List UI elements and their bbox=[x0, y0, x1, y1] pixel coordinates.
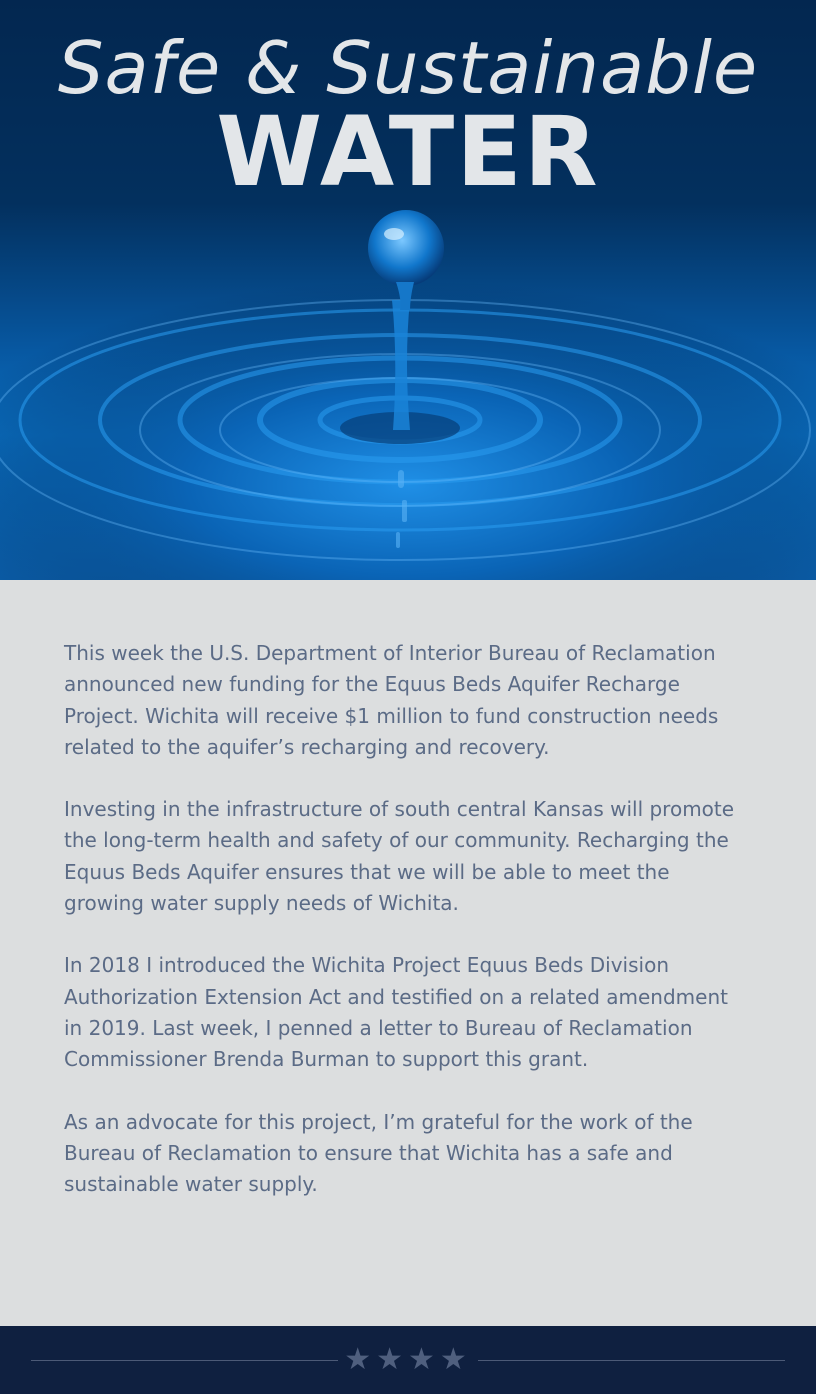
footer-divider-left bbox=[31, 1360, 338, 1361]
paragraph: In 2018 I introduced the Wichita Project Equus Beds Division Authorization Extension Act and testified on a related amendment in 2019. Last week, I penned a letter to Bureau of Reclamation Commissioner Brenda Burman to support this grant. bbox=[64, 953, 728, 1072]
footer-divider-right bbox=[478, 1360, 785, 1361]
hero-banner bbox=[0, 0, 816, 580]
paragraph: As an advocate for this project, I’m grateful for the work of the Bureau of Reclamation to ensure that Wichita has a safe and sustainable water supply. bbox=[64, 1109, 693, 1197]
footer-bar bbox=[0, 1326, 816, 1394]
star-icon: ★★★★ bbox=[344, 1342, 472, 1377]
paragraph: Investing in the infrastructure of south central Kansas will promote the long-term health and safety of our community. Recharging the Equus Beds Aquifer ensures that we will be able to meet the growing water supply needs of Wichita. bbox=[64, 797, 735, 916]
title-bold: WATER bbox=[216, 96, 600, 208]
article-body bbox=[0, 580, 816, 1268]
paragraph: This week the U.S. Department of Interior Bureau of Reclamation announced new funding for the Equus Beds Aquifer Recharge Project. Wichita will receive $1 million to fund construction needs related to the aquifer’s recharging and recovery. bbox=[64, 641, 719, 759]
hero-title bbox=[0, 26, 816, 208]
title-script: Safe & Sustainable bbox=[57, 26, 759, 110]
